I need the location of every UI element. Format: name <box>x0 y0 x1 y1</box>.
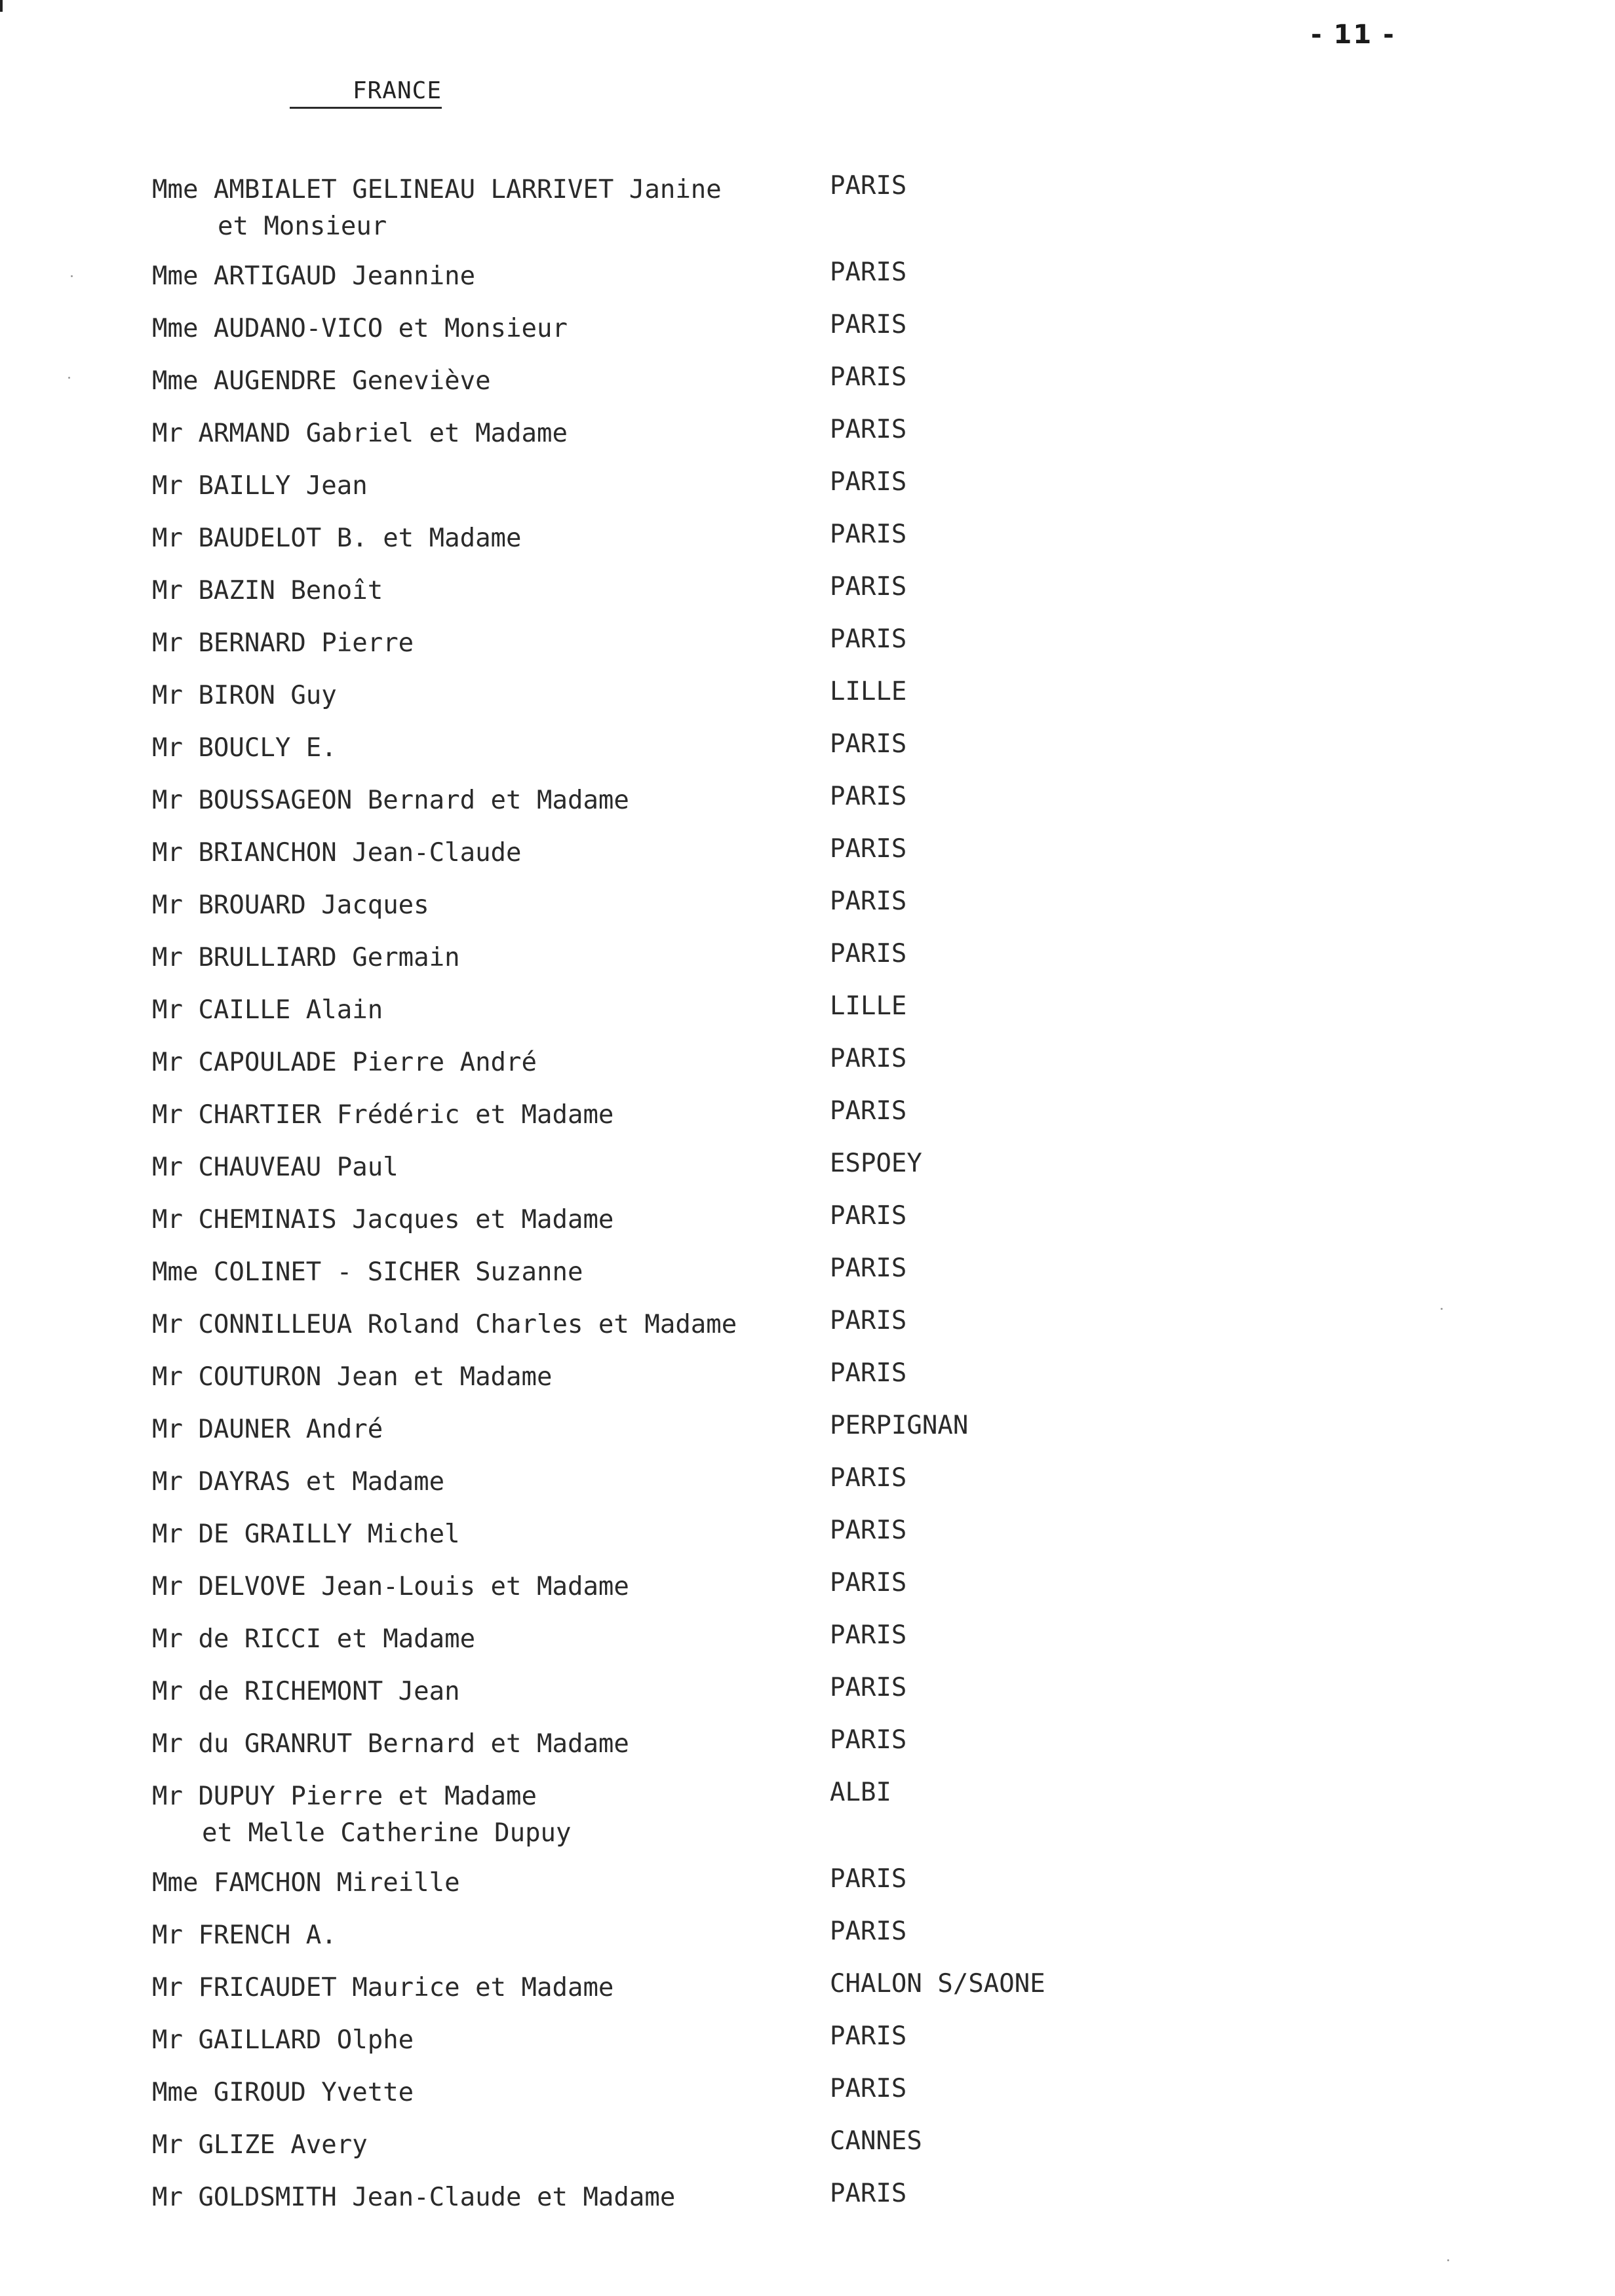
attendee-name-line: Mr BOUCLY E. <box>152 733 337 763</box>
list-item <box>152 2127 1397 2179</box>
attendee-name <box>152 730 830 767</box>
attendee-city: PARIS <box>830 1201 907 1231</box>
list-item <box>152 1307 1397 1359</box>
list-item <box>152 2022 1397 2075</box>
attendee-city: PARIS <box>830 1917 907 1946</box>
page-number: - 11 - <box>1311 20 1395 50</box>
list-item <box>152 1569 1397 1621</box>
attendee-name <box>152 520 830 557</box>
attendee-name <box>152 1778 830 1852</box>
list-item <box>152 363 1397 415</box>
attendee-name <box>152 1307 830 1343</box>
attendee-name-line: Mr BERNARD Pierre <box>152 628 414 658</box>
attendee-name <box>152 1044 830 1081</box>
attendee-name-line: Mr BROUARD Jacques <box>152 890 429 920</box>
list-item <box>152 1202 1397 1254</box>
attendee-city: PARIS <box>830 415 907 444</box>
attendee-name <box>152 940 830 976</box>
attendee-name <box>152 2022 830 2059</box>
attendee-city: PARIS <box>830 310 907 339</box>
attendee-name-line: Mr DAUNER André <box>152 1415 383 1444</box>
attendee-name <box>152 1865 830 1902</box>
attendee-name <box>152 1726 830 1763</box>
list-item <box>152 1674 1397 1726</box>
attendee-city: PARIS <box>830 1864 907 1894</box>
attendee-name <box>152 1674 830 1710</box>
attendee-name <box>152 415 830 452</box>
list-item <box>152 1044 1397 1097</box>
attendee-name-line: Mr de RICHEMONT Jean <box>152 1677 460 1706</box>
list-item <box>152 1726 1397 1778</box>
attendee-name-line: Mme GIROUD Yvette <box>152 2078 414 2107</box>
list-item <box>152 678 1397 730</box>
list-item <box>152 1359 1397 1411</box>
attendee-city: PARIS <box>830 1673 907 1702</box>
attendee-name-line: Mr DELVOVE Jean-Louis et Madame <box>152 1572 629 1601</box>
attendee-city: PARIS <box>830 467 907 497</box>
attendee-name <box>152 1097 830 1134</box>
list-item <box>152 1917 1397 1970</box>
attendee-name-line: Mme AUDANO-VICO et Monsieur <box>152 314 568 343</box>
list-item <box>152 2075 1397 2127</box>
attendee-name <box>152 1569 830 1605</box>
attendee-name <box>152 2075 830 2111</box>
attendee-name-line: Mr CHAUVEAU Paul <box>152 1153 399 1182</box>
attendee-city: PARIS <box>830 1725 907 1755</box>
attendee-city: PARIS <box>830 1253 907 1283</box>
attendee-city: PARIS <box>830 939 907 968</box>
attendee-name-line: Mr BAUDELOT B. et Madame <box>152 524 522 553</box>
scan-speck <box>1441 1308 1443 1310</box>
attendee-name-line: Mr de RICCI et Madame <box>152 1624 476 1654</box>
attendee-city: PARIS <box>830 2074 907 2103</box>
attendee-city: PARIS <box>830 362 907 392</box>
attendee-name <box>152 1149 830 1186</box>
attendee-name <box>152 1411 830 1448</box>
attendee-name <box>152 835 830 871</box>
list-item <box>152 2179 1397 2232</box>
list-item <box>152 520 1397 573</box>
attendee-city: PARIS <box>830 1620 907 1650</box>
attendee-name-line: Mme AUGENDRE Geneviève <box>152 366 491 396</box>
attendee-city: ESPOEY <box>830 1149 922 1178</box>
attendee-city: LILLE <box>830 991 907 1021</box>
attendee-name <box>152 1621 830 1658</box>
list-item <box>152 1970 1397 2022</box>
list-item <box>152 782 1397 835</box>
attendee-city: PARIS <box>830 782 907 811</box>
list-item <box>152 415 1397 468</box>
list-item <box>152 573 1397 625</box>
attendee-name-line: Mr BRULLIARD Germain <box>152 943 460 972</box>
attendee-city: PARIS <box>830 572 907 602</box>
attendee-name-line: Mr ARMAND Gabriel et Madame <box>152 419 568 448</box>
list-item <box>152 1621 1397 1674</box>
attendee-city: PARIS <box>830 1568 907 1598</box>
list-item <box>152 992 1397 1044</box>
list-item <box>152 1097 1397 1149</box>
attendee-name-line: Mr du GRANRUT Bernard et Madame <box>152 1729 629 1759</box>
attendee-name <box>152 363 830 400</box>
attendee-name-line: Mr CONNILLEUA Roland Charles et Madame <box>152 1310 737 1339</box>
attendee-name-line: Mme COLINET - SICHER Suzanne <box>152 1257 583 1287</box>
attendee-name-line: Mr CAPOULADE Pierre André <box>152 1048 537 1077</box>
attendee-city: PARIS <box>830 624 907 654</box>
list-item <box>152 1778 1397 1865</box>
list-item <box>152 730 1397 782</box>
attendee-name-line: Mr BIRON Guy <box>152 681 337 710</box>
attendee-name-line: Mr DE GRAILLY Michel <box>152 1520 460 1549</box>
attendee-name-line: Mr CAILLE Alain <box>152 995 383 1025</box>
attendee-name-line: Mr BRIANCHON Jean-Claude <box>152 838 522 868</box>
attendee-city: PARIS <box>830 729 907 759</box>
attendee-name <box>152 1917 830 1954</box>
attendee-city: PARIS <box>830 520 907 549</box>
attendee-city: PARIS <box>830 1358 907 1388</box>
attendee-name-line: Mme AMBIALET GELINEAU LARRIVET Janine <box>152 175 722 204</box>
scan-corner-mark <box>0 0 3 12</box>
attendee-city: PARIS <box>830 2179 907 2208</box>
attendee-name-line: Mr DAYRAS et Madame <box>152 1467 445 1497</box>
attendee-name <box>152 468 830 505</box>
scan-speck <box>71 275 73 277</box>
attendee-name-line: Mr DUPUY Pierre et Madame <box>152 1782 537 1811</box>
attendee-city: PARIS <box>830 2021 907 2051</box>
attendee-name-line: Mr CHARTIER Frédéric et Madame <box>152 1100 614 1130</box>
attendee-name-line: Mr CHEMINAIS Jacques et Madame <box>152 1205 614 1234</box>
scan-speck <box>68 377 70 379</box>
attendee-name-line: Mr GOLDSMITH Jean-Claude et Madame <box>152 2183 676 2212</box>
attendee-name <box>152 1254 830 1291</box>
attendee-name <box>152 1202 830 1238</box>
list-item <box>152 1411 1397 1464</box>
list-item <box>152 625 1397 678</box>
attendee-name-continuation: et Melle Catherine Dupuy <box>202 1818 572 1848</box>
attendee-name-line: Mme ARTIGAUD Jeannine <box>152 261 476 291</box>
attendee-name <box>152 1464 830 1501</box>
attendee-name-line: Mr FRENCH A. <box>152 1921 337 1950</box>
attendee-name-line: Mr COUTURON Jean et Madame <box>152 1362 553 1392</box>
attendee-name <box>152 992 830 1029</box>
attendee-city: CHALON S/SAONE <box>830 1969 1045 1999</box>
attendee-list <box>152 172 1397 2232</box>
attendee-name-line: Mr FRICAUDET Maurice et Madame <box>152 1973 614 2002</box>
attendee-city: PARIS <box>830 1306 907 1335</box>
list-item <box>152 1865 1397 1917</box>
list-item <box>152 1149 1397 1202</box>
list-item <box>152 468 1397 520</box>
attendee-name <box>152 258 830 295</box>
attendee-name-line: Mme FAMCHON Mireille <box>152 1868 460 1898</box>
attendee-name-line: Mr GLIZE Avery <box>152 2130 368 2160</box>
attendee-city: ALBI <box>830 1778 891 1807</box>
attendee-city: PARIS <box>830 171 907 201</box>
attendee-name <box>152 1359 830 1396</box>
attendee-name-continuation: et Monsieur <box>218 212 387 241</box>
attendee-city: PARIS <box>830 834 907 864</box>
attendee-name <box>152 782 830 819</box>
attendee-city: PARIS <box>830 1516 907 1545</box>
list-item <box>152 887 1397 940</box>
attendee-city: PARIS <box>830 258 907 287</box>
attendee-city: PARIS <box>830 1096 907 1126</box>
attendee-city: PARIS <box>830 887 907 916</box>
section-heading: FRANCE <box>290 77 442 109</box>
attendee-name-line: Mr BAZIN Benoît <box>152 576 383 605</box>
list-item <box>152 258 1397 311</box>
attendee-name <box>152 1516 830 1553</box>
list-item <box>152 311 1397 363</box>
attendee-name <box>152 678 830 714</box>
attendee-name-line: Mr GAILLARD Olphe <box>152 2025 414 2055</box>
attendee-city: PARIS <box>830 1463 907 1493</box>
list-item <box>152 1464 1397 1516</box>
attendee-name <box>152 887 830 924</box>
attendee-name <box>152 625 830 662</box>
attendee-name <box>152 172 830 245</box>
attendee-name <box>152 1970 830 2006</box>
list-item <box>152 835 1397 887</box>
scan-speck <box>1447 2259 1449 2261</box>
attendee-name <box>152 311 830 347</box>
attendee-name-line: Mr BAILLY Jean <box>152 471 368 501</box>
attendee-city: PERPIGNAN <box>830 1411 969 1440</box>
attendee-city: CANNES <box>830 2126 922 2156</box>
attendee-city: PARIS <box>830 1044 907 1073</box>
attendee-name-line: Mr BOUSSAGEON Bernard et Madame <box>152 786 629 815</box>
attendee-name <box>152 573 830 609</box>
list-item <box>152 1516 1397 1569</box>
attendee-name <box>152 2127 830 2164</box>
list-item <box>152 940 1397 992</box>
attendee-name <box>152 2179 830 2216</box>
attendee-city: LILLE <box>830 677 907 706</box>
list-item <box>152 172 1397 258</box>
list-item <box>152 1254 1397 1307</box>
